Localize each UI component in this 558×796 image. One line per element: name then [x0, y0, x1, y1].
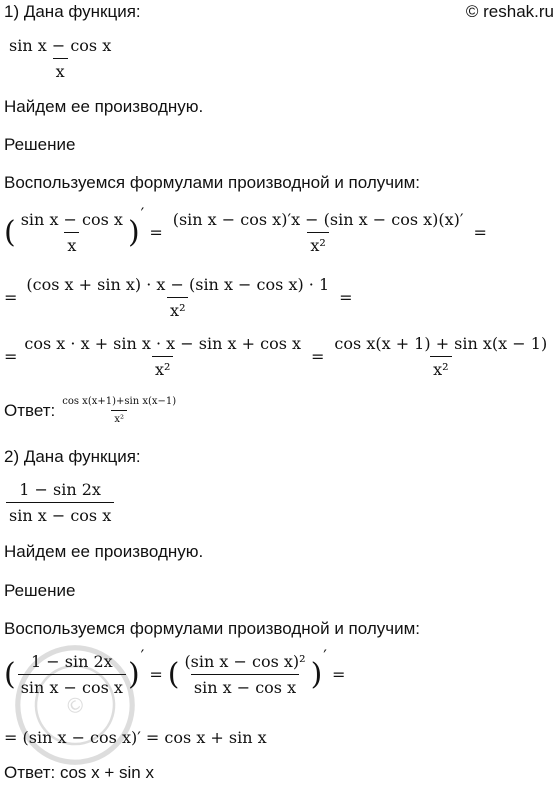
part1-solution: Решение — [4, 135, 76, 154]
equals-sign: = — [311, 347, 325, 366]
part1-answer — [4, 396, 181, 425]
part1-function — [4, 36, 116, 81]
equals-sign: = — [339, 288, 353, 307]
eq-denominator: sin x − cos x — [18, 674, 126, 697]
prime-mark: ′ — [140, 646, 145, 665]
eq-denominator: x² — [307, 232, 328, 255]
eq-numerator: (sin x − cos x)′x − (sin x − cos x)(x)′ — [172, 210, 464, 229]
part2-solution: Решение — [4, 581, 76, 600]
eq-denominator: x² — [167, 297, 188, 320]
part1-equation-2 — [4, 275, 358, 320]
part1-function-numerator: sin x − cos x — [9, 36, 112, 55]
eq-numerator: (sin x − cos x)² — [184, 652, 306, 671]
answer-label: Ответ: — [4, 400, 56, 420]
eq-numerator: sin x − cos x — [20, 210, 123, 229]
eq-denominator: x — [64, 232, 79, 255]
watermark: © reshak.ru — [465, 2, 554, 21]
part1-function-fraction — [6, 36, 114, 81]
equals-sign: = — [149, 665, 163, 684]
equals-sign: = — [4, 288, 18, 307]
answer-numerator: cos x(x+1)+sin x(x−1) — [62, 396, 177, 407]
part2-equation-1: ( $\frac{1 - \sin 2x}{\text{sin x − cos x}}$ ) ′ = ( $\frac{\text{(sin x − cos x)²}}{\text{sin x − cos x}}$ ) ′ = — [4, 646, 346, 697]
eq-denominator: sin x − cos x — [191, 674, 299, 697]
part2-use: Воспользуемся формулами производной и получим: — [4, 619, 421, 638]
part2-answer: Ответ: cos x + sin x — [4, 763, 154, 782]
part2-heading: 2) Дана функция: — [4, 447, 141, 466]
answer-denominator: x² — [111, 410, 127, 425]
eq-numerator: cos x(x + 1) + sin x(x − 1) — [334, 334, 548, 353]
prime-mark: ′ — [323, 646, 327, 665]
equals-sign: = — [473, 223, 487, 242]
part2-find: Найдем ее производную. — [4, 542, 204, 561]
equals-sign: = — [331, 665, 346, 684]
part2-function-numerator: 1 − sin 2x — [19, 480, 101, 499]
part2-equation-2: = (sin x − cos x)′ = cos x + sin x — [4, 728, 267, 747]
part1-equation-1: ( $\frac{\text{sin x − cos x}}{x}$ ) ′ = $\frac{\text{(sin x − cos x)′x − (sin x − cos x)(x)′}}{\text{x²}}$ = — [4, 204, 487, 255]
eq-denominator: x² — [152, 356, 173, 379]
part1-heading: 1) Дана функция: — [4, 2, 141, 21]
eq-numerator: cos x · x + sin x · x − sin x + cos x — [24, 334, 302, 353]
part2-function — [4, 480, 116, 525]
equals-sign: = — [149, 223, 163, 242]
eq-numerator: 1 − sin 2x — [30, 652, 113, 671]
eq-numerator: (cos x + sin x) · x − (sin x − cos x) · 1 — [26, 275, 330, 294]
part1-find: Найдем ее производную. — [4, 97, 204, 116]
prime-mark: ′ — [140, 204, 145, 223]
equals-sign: = — [4, 347, 18, 366]
part1-use: Воспользуемся формулами производной и получим: — [4, 173, 421, 192]
part1-equation-3 — [4, 334, 552, 379]
part1-function-denominator: x — [53, 58, 68, 81]
svg-text:©: © — [60, 689, 91, 722]
part2-function-denominator: sin x − cos x — [6, 502, 114, 525]
eq-denominator: x² — [430, 356, 451, 379]
